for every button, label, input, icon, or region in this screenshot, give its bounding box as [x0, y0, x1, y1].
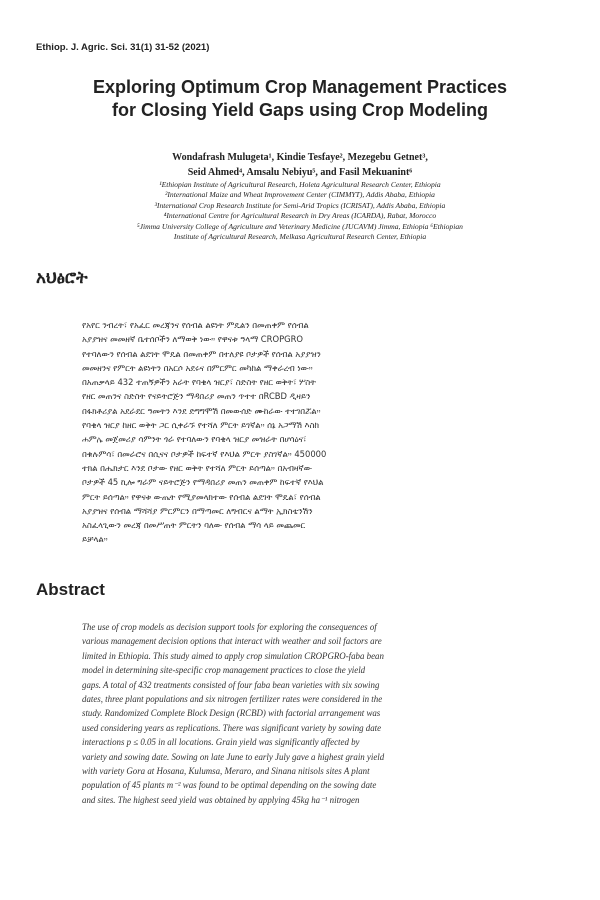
amharic-line: በቁሉምሳ፣ በመራሮና በሲናና ቦታዎች ከፍተኛ የእህል ምርት ያስገኛል። 450000: [82, 448, 327, 459]
amharic-line: ቦታዎች 45 ኪሎ ግራም ናይትሮጅን የማዳበሪያ መጠን መጠቀም ከፍተኛ የእህል: [82, 477, 324, 488]
affiliation-line: ⁵Jimma University College of Agriculture and Veterinary Medicine (JUCAVM) Jimma, Ethiopia ⁶Ethiopian: [137, 221, 463, 231]
affiliation-line: ³International Crop Research Institute for Semi-Arid Tropics (ICRISAT), Addis Ababa, Ethiopia: [154, 200, 446, 210]
abstract-line: and sites. The highest seed yield was obtained by applying 45kg ha⁻¹ nitrogen: [82, 794, 360, 805]
amharic-line: የባቄላ ዝርያ ከዘር ወቅት ጋር ሲቀራኙ የተሻለ ምርት ይገኛል። ሰኔ አጋማሽ እስከ: [82, 420, 320, 431]
author-list: [60, 150, 540, 180]
abstract-line: study. Randomized Complete Block Design (RCBD) with factorial arrangement was: [82, 708, 381, 719]
amharic-line: የአየር ንብረት፣ የአፈር መረጃንና የሰብል ልዩነት ምዴልን በመጠቀም የሰብል: [82, 320, 309, 330]
amharic-line: በፋክቶሪያል አደራደር ዓመትን እንደ ድግግሞሽ በመውሰድ ሙከራው ተተገበሯል።: [82, 405, 321, 416]
abstract-line: model in determining site-specific crop management practices to close the yield: [82, 665, 366, 676]
title-line: Exploring Optimum Crop Management Practices: [92, 77, 508, 97]
abstract-line: various management decision options that interact with weather and soil factors are: [82, 636, 382, 647]
amharic-line: አያያዝና መመዘኛ ቤተሰቦችን ለማወቅ ነው። የዋናቱ ዓላማ CROPGRO: [82, 334, 304, 345]
abstract-line: gaps. A total of 432 treatments consisted of four faba bean varieties with six sowing: [82, 679, 380, 690]
amharic-line: አስፈላጊውን መረጃ በመሥጠት ምርትን ባለው የሰብል ማሳ ላይ መጨመር: [82, 520, 306, 531]
amharic-line: ምርት ይሰጣል። የዋናቱ ውጤት የሚያመላክተው የሰብል ልደገት ሞዴል፣ የሰብል: [82, 491, 321, 502]
abstract-line: with variety Gora at Hosana, Kulumsa, Meraro, and Sinana nitisols sites A plant: [82, 766, 370, 777]
authors-line: Seid Ahmed⁴, Amsalu Nebiyu⁵, and Fasil Mekuanint⁶: [187, 167, 413, 178]
abstract-line: variety and sowing date. Sowing on late June to early July gave a highest grain yield: [82, 751, 385, 762]
authors-line: Wondafrash Mulugeta¹, Kindie Tesfaye², Mezegebu Getnet³,: [172, 152, 428, 163]
abstract-line: interactions p ≤ 0.05 in all locations. Grain yield was significantly affected by: [82, 737, 360, 748]
abstract-line: limited in Ethiopia. This study aimed to apply crop simulation CROPGRO-faba bean: [82, 650, 384, 661]
abstract-line: population of 45 plants m⁻² was found to be optimal depending on the sowing date: [82, 780, 377, 791]
title-line: for Closing Yield Gaps using Crop Modeling: [111, 100, 488, 120]
affiliation-line: ¹Ethiopian Institute of Agricultural Research, Holeta Agricultural Research Center, Ethiopia: [159, 180, 441, 189]
amharic-line: የዘር መጠንና ስድስት የናይትሮጅን ማዳበሪያ መጠን ጥተተ በRCBD ዲዛይን: [82, 391, 311, 402]
amharic-abstract-body: [82, 318, 520, 547]
amharic-line: መመዘንና የምርት ልዩነትን በአርሶ አደሩና በምርምር መካከል ማቀራረብ ነው።: [82, 362, 313, 373]
abstract-line: used considering years as replications. There was significant variety by sowing date: [82, 722, 382, 733]
amharic-line: የተባለውን የሰብል ልደገት ሞዴል በመጠቀም በተለያዩ ቦታዎች የሰብል አያያዝን: [82, 348, 321, 359]
amharic-line: በአጠቃላይ 432 ተጠኝዎችን አራት የባቄላ ዝርያ፣ ስድስት የዘር ወቅት፣ ሦስት: [82, 377, 316, 388]
abstract-line: dates, three plant populations and six nitrogen fertilizer rates were considered in the: [82, 694, 383, 705]
amharic-abstract-heading: አህፅሮት: [36, 268, 88, 287]
affiliation-line: ²International Maize and Wheat Improvement Center (CIMMYT), Addis Ababa, Ethiopia: [165, 190, 435, 200]
abstract-heading: Abstract: [36, 580, 105, 599]
affiliation-line: ⁴International Centre for Agricultural Research in Dry Areas (ICARDA), Rabat, Morocco: [163, 211, 437, 221]
journal-reference: Ethiop. J. Agric. Sci. 31(1) 31-52 (2021): [36, 42, 210, 53]
amharic-line: ተክል በሔክታር እንደ ቦታው የዘር ወቅት የተሻለ ምርት ይሰጣል። በአብዛኛው: [82, 462, 312, 473]
affiliations: [40, 180, 560, 242]
abstract-line: The use of crop models as decision support tools for exploring the consequences of: [82, 622, 377, 632]
paper-title: [40, 76, 560, 122]
affiliation-line: Institute of Agricultural Research, Melkasa Agricultural Research Center, Ethiopia: [173, 232, 427, 242]
abstract-body: [82, 620, 520, 807]
amharic-line: ሐምሌ መጀመሪያ ሳምንት ጎራ የተባለውን የባቄላ ዝርያ መዝራት በሆሳዕና፣: [82, 434, 307, 445]
amharic-line: ይቻላል።: [82, 534, 108, 545]
amharic-line: አያያዝና የሰብል ማሻሻያ ምርምርን በማጣመር ለግብርና ልማት ኢክስቴንሽን: [82, 505, 313, 516]
